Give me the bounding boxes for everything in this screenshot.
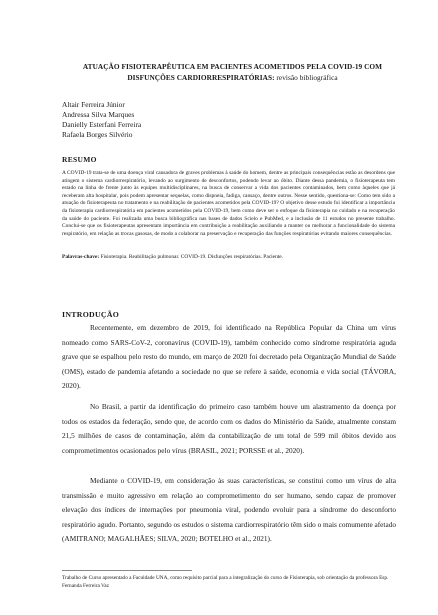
- author-name: Rafaela Borges Silvério: [62, 130, 133, 139]
- intro-paragraph-1: [62, 321, 396, 394]
- keywords-list: Fisioterapia. Reabilitação pulmonar. COVID-19. Disfunções respiratórias. Paciente.: [99, 254, 284, 260]
- author-name: Altair Ferreira Júnior: [62, 100, 125, 109]
- paragraph-text: Recentemente, em dezembro de 2019, foi identificado na República Popular da China um vírus nomeado como SARS-CoV-2, coronavírus (COVID-19), também conhecido como síndrome respiratória aguda grave que se espalhou pelo resto do mundo, em março de 2020 foi decretado pela Organização Mundial de Saúde (OMS), estado de pandemia afetando a sociedade no que se refere à saúde, economia e vida social (TÁVORA, 2020).: [62, 323, 396, 391]
- keywords-label: Palavras-chave:: [62, 254, 100, 260]
- title-main: ATUAÇÃO FISIOTERAPÊUTICA EM PACIENTES ACOMETIDOS PELA COVID-19 COM DISFUNÇÕES CARDIORRESPIRATÓRIAS:: [82, 62, 383, 82]
- author-name: Andressa Silva Marques: [62, 110, 135, 119]
- footnote-divider: [62, 570, 192, 571]
- footnote: Trabalho de Curso apresentado a Faculdade UNA, como requisito parcial para a integralização do curso de Fisioterapia, sob orientação da professora Esp. Fernanda Ferreira Vaz: [62, 575, 389, 589]
- title-subtitle: revisão bibliográfica: [274, 72, 338, 82]
- author-name: Danielly Esterfani Ferreira: [62, 120, 142, 129]
- author-list: [62, 100, 141, 140]
- paragraph-text: No Brasil, a partir da identificação do primeiro caso também houve um alastramento da doença por todos os estados da federação, sendo que, de acordo com os dados do Ministério da Saúde, atualmente constam 21,5 milhões de casos de contaminação, além da contabilização de um total de 599 mil óbitos devido aos comprometimentos ocasionados pelo vírus (BRASIL, 2021; PORSSE et al., 2020).: [62, 402, 396, 455]
- intro-paragraph-3: [62, 474, 396, 547]
- abstract-heading: RESUMO: [62, 155, 97, 164]
- abstract-text: A COVID-19 trata-se de uma doença viral causadora de graves problemas à saúde do homem, dentre as principais consequências estão as desordens que atingem o sistema cardiorrespiratório, levando ao surgimento de desconfortos, podendo levar ao óbito. Diante dessa pandemia, o fisioterapeuta tem estado na linha de frente junto às equipes multidisciplinares, na busca de conservar a vida dos pacientes contaminados, bem como àqueles que já receberam alta hospitalar, pois podem apresentar sequelas, como dispneia, fadiga, cansaço, dentre outros. Nesse sentido, questiona-se: Como tem sido a atuação do fisioterapeuta no tratamento e na reabilitação de pacientes acometidos pela COVID-19? O objetivo desse estudo foi identificar a importância da fisioterapia cardiorrespiratória em pacientes acometidos pela COVID-19, bem como deve ser o enfoque da fisioterapia no cuidado e na recuperação da saúde do paciente. Foi realizada uma busca bibliográfica nas bases de dados Scielo e PubMed, e a inclusão de 11 estudos no presente trabalho. Conclui-se que os fisioterapeutas apresentam importância em contribuição a reabilitação auxiliando a manter ou melhorar a funcionalidade do sistema respiratório, em relação as trocas gasosas, de modo a colaborar na preservação e recuperação das funções respiratórias evitando maiores consequências.: [62, 170, 395, 237]
- section-heading-introduction: INTRODUÇÃO: [62, 310, 120, 319]
- keywords: [62, 254, 395, 262]
- paper-title: [60, 62, 405, 83]
- paragraph-text: Mediante o COVID-19, em consideração às suas características, se constitui como um vírus de alta transmissão e muito agressivo em relação ao comprometimento do ser humano, sendo capaz de promover elevação dos índices de internações por pneumonia viral, podendo evoluir para a síndrome do desconforto respiratório agudo. Portanto, segundo os estudos o sistema cardiorrespiratório têm sido o mais comumente afetado (AMITRANO; MAGALHÃES; SILVA, 2020; BOTELHO et al., 2021).: [62, 476, 396, 544]
- intro-paragraph-2: [62, 400, 396, 458]
